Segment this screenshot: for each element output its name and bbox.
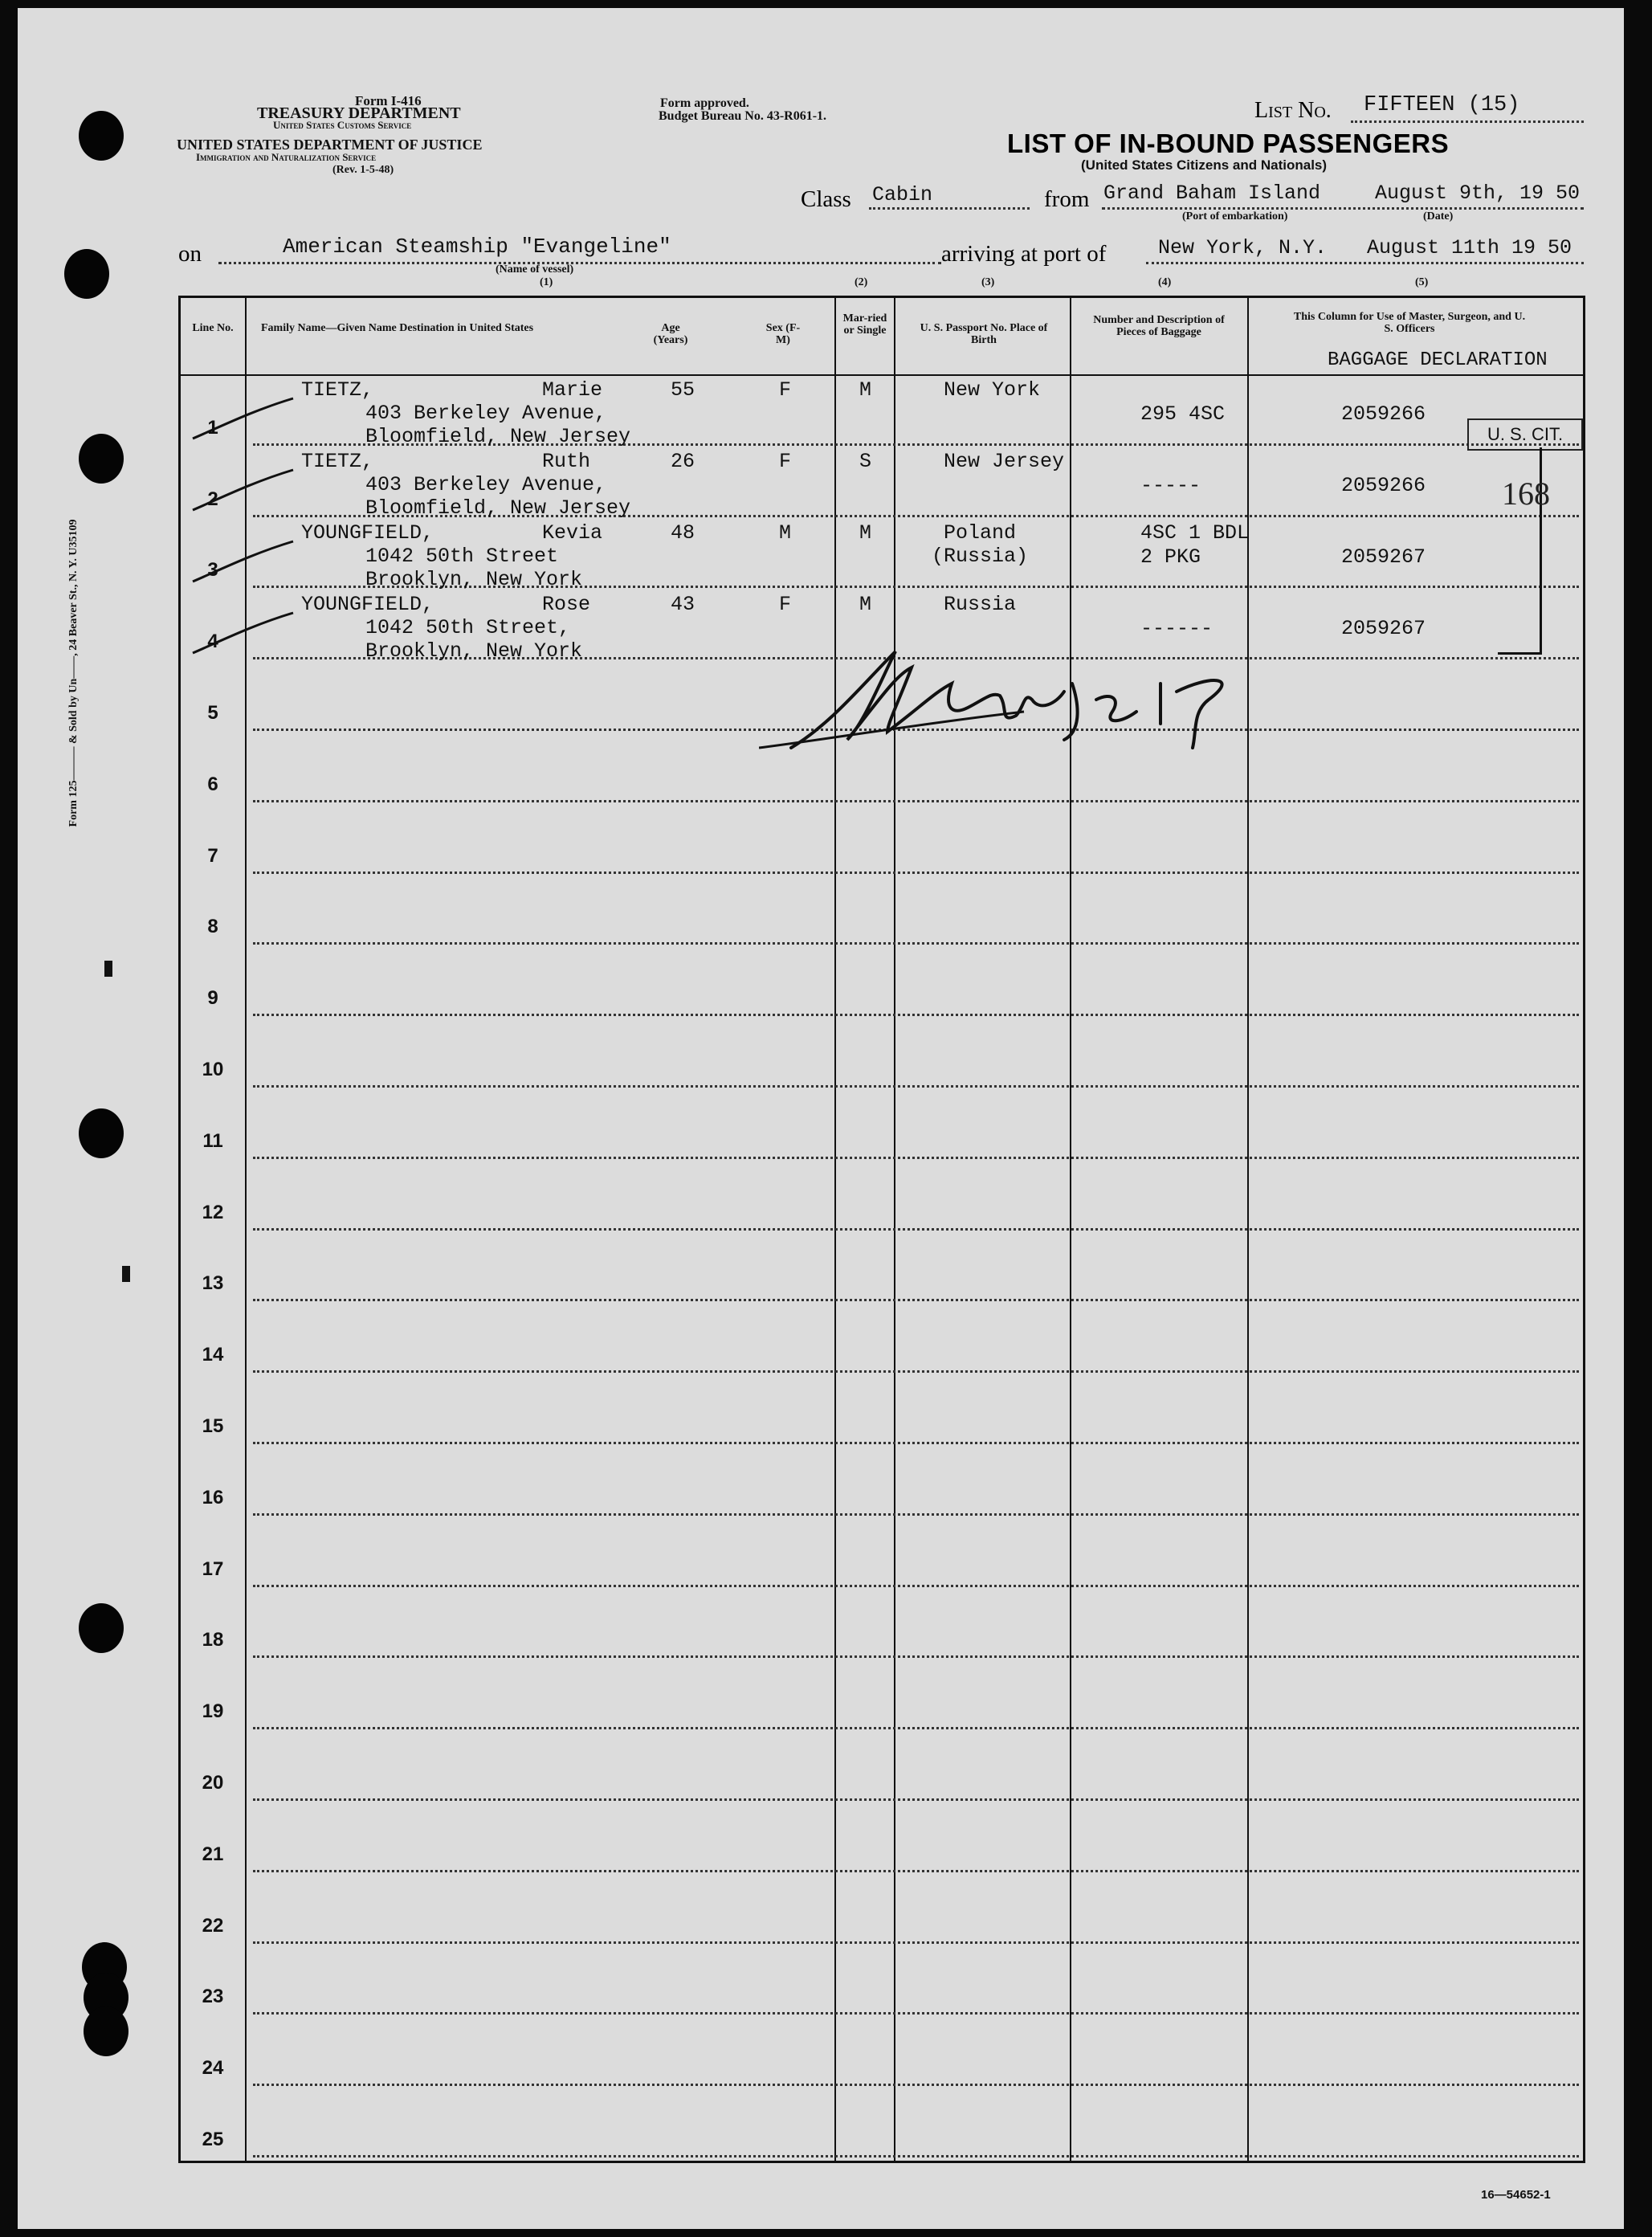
row-line-number: 10: [202, 1058, 224, 1080]
table-header: [181, 298, 1583, 376]
binder-hole: [79, 434, 124, 484]
arrival-date: August 11th 19 50: [1367, 236, 1572, 259]
row-line-number: 11: [202, 1129, 223, 1152]
header-marital: Mar-ried or Single: [842, 312, 887, 337]
row-line-number: 18: [202, 1629, 224, 1651]
embarkation-date: August 9th, 19 50: [1375, 182, 1581, 205]
table-row: [181, 2015, 1583, 2086]
col-number-5: (5): [1415, 276, 1429, 288]
table-row: [181, 1587, 1583, 1659]
passenger-family-name: YOUNGFIELD,: [301, 593, 434, 616]
row-line-number: 2: [207, 488, 218, 510]
arrival-line: [1146, 262, 1584, 264]
passenger-family-name: TIETZ,: [301, 378, 374, 402]
passenger-baggage: 295 4SC: [1140, 402, 1226, 426]
passenger-marital-status: M: [859, 521, 872, 545]
table-row: [181, 1658, 1583, 1729]
table-row: [181, 2086, 1583, 2157]
budget-label: Budget Bureau No. 43-R061-1.: [659, 109, 827, 123]
date-caption: (Date): [1423, 210, 1454, 222]
binder-hole: [79, 1603, 124, 1653]
row-line-number: 22: [202, 1914, 224, 1937]
list-no-value: FIFTEEN (15): [1364, 93, 1520, 117]
header-sex: Sex (F-M): [765, 322, 801, 346]
passenger-address-line2: Brooklyn, New York: [365, 639, 583, 663]
passenger-table: [178, 296, 1585, 2163]
passenger-family-name: TIETZ,: [301, 450, 374, 473]
col-number-2: (2): [855, 276, 868, 288]
row-line-number: 6: [207, 773, 218, 795]
passenger-declaration-no: 2059266: [1341, 402, 1426, 426]
header-baggage: Number and Description of Pieces of Baggage: [1093, 314, 1225, 338]
vessel-line: [218, 262, 941, 264]
row-line-number: 16: [202, 1486, 224, 1508]
passenger-declaration-no: 2059267: [1341, 545, 1426, 569]
class-value: Cabin: [872, 183, 933, 206]
row-line-number: 9: [207, 987, 218, 1010]
manifest-page: [18, 8, 1624, 2229]
passenger-sex: F: [779, 593, 792, 616]
binder-mark: [104, 961, 112, 977]
table-row: [181, 1872, 1583, 1944]
row-line-number: 17: [202, 1557, 224, 1580]
table-row: [181, 1801, 1583, 1872]
passenger-baggage-2: 2 PKG: [1140, 545, 1201, 569]
passenger-family-name: YOUNGFIELD,: [301, 521, 434, 545]
row-line-number: 13: [202, 1272, 224, 1295]
table-row: [181, 1516, 1583, 1587]
passenger-address-line1: 403 Berkeley Avenue,: [365, 473, 607, 496]
row-line-number: 23: [202, 1986, 224, 2008]
passenger-sex: F: [779, 378, 792, 402]
citizen-stamp: [1467, 418, 1583, 451]
table-row: [181, 1016, 1583, 1088]
passenger-address-line1: 1042 50th Street: [365, 545, 559, 568]
passenger-baggage: ------: [1140, 617, 1214, 640]
passenger-baggage: -----: [1140, 474, 1201, 497]
binder-hole: [84, 2006, 128, 2056]
citizen-stamp-label: U. S. CIT.: [1487, 424, 1564, 444]
passenger-baggage: 4SC 1 BDL: [1140, 521, 1250, 545]
list-no-label: List No.: [1254, 98, 1332, 123]
col-number-4: (4): [1158, 276, 1172, 288]
table-row: [181, 1444, 1583, 1516]
header-line-no: Line No.: [192, 322, 234, 334]
row-line-number: 4: [207, 631, 218, 653]
row-line-number: 19: [202, 1700, 224, 1723]
passenger-given-name: Marie: [542, 378, 603, 402]
row-line-number: 14: [202, 1344, 224, 1366]
stamp-number: 168: [1502, 476, 1550, 512]
col-number-1: (1): [540, 276, 553, 288]
table-row: [181, 1729, 1583, 1801]
passenger-address-line2: Brooklyn, New York: [365, 568, 583, 591]
table-row: [181, 1373, 1583, 1444]
on-label: on: [178, 241, 202, 267]
passenger-address-line2: Bloomfield, New Jersey: [365, 425, 631, 448]
justice-label: UNITED STATES DEPARTMENT OF JUSTICE: [177, 137, 483, 153]
footer-code: 16—54652-1: [1481, 2188, 1551, 2202]
passenger-birthplace: Poland: [944, 521, 1017, 545]
passenger-address-line2: Bloomfield, New Jersey: [365, 496, 631, 520]
header-passport: U. S. Passport No. Place of Birth: [920, 322, 1048, 346]
passenger-age: 26: [671, 450, 695, 473]
page-subtitle: (United States Citizens and Nationals): [1081, 157, 1328, 173]
passenger-declaration-no: 2059266: [1341, 474, 1426, 497]
col-number-3: (3): [981, 276, 995, 288]
table-row: [181, 802, 1583, 874]
passenger-given-name: Rose: [542, 593, 591, 616]
table-row: [181, 1088, 1583, 1159]
arriving-label: arriving at port of: [941, 241, 1107, 267]
approval-label: Form approved.: [660, 96, 749, 110]
row-line-number: 3: [207, 559, 218, 582]
passenger-age: 43: [671, 593, 695, 616]
passenger-marital-status: S: [859, 450, 872, 473]
from-line: [1102, 207, 1584, 210]
passenger-given-name: Kevia: [542, 521, 603, 545]
binder-hole: [79, 111, 124, 161]
row-dotted-line: [253, 2155, 1579, 2157]
treasury-label: TREASURY DEPARTMENT: [257, 104, 461, 122]
class-line: [869, 207, 1030, 210]
row-line-number: 25: [202, 2128, 224, 2150]
customs-label: United States Customs Service: [273, 119, 412, 131]
table-row: [181, 1301, 1583, 1373]
row-line-number: 12: [202, 1201, 224, 1223]
check-mark: [189, 394, 301, 443]
row-line-number: 8: [207, 916, 218, 938]
passenger-address-line1: 403 Berkeley Avenue,: [365, 402, 607, 425]
vessel-name: American Steamship "Evangeline": [283, 235, 671, 259]
passenger-birthplace-2: (Russia): [932, 545, 1029, 568]
header-officers: This Column for Use of Master, Surgeon, and U. S. Officers: [1293, 311, 1526, 335]
vessel-caption: (Name of vessel): [496, 263, 574, 276]
row-line-number: 1: [207, 416, 218, 439]
table-row: [181, 1231, 1583, 1302]
passenger-sex: M: [779, 521, 792, 545]
row-line-number: 24: [202, 2057, 224, 2080]
row-line-number: 20: [202, 1771, 224, 1794]
passenger-age: 55: [671, 378, 695, 402]
passenger-birthplace: New Jersey: [944, 450, 1065, 473]
passenger-birthplace: New York: [944, 378, 1041, 402]
from-label: from: [1044, 186, 1090, 212]
binder-hole: [64, 249, 109, 299]
table-row: [181, 874, 1583, 945]
port-caption: (Port of embarkation): [1182, 210, 1288, 222]
passenger-address-line1: 1042 50th Street,: [365, 616, 571, 639]
check-mark: [189, 537, 301, 586]
row-line-number: 21: [202, 1843, 224, 1865]
form-id: Form I-416: [355, 93, 422, 108]
passenger-birthplace: Russia: [944, 593, 1017, 616]
inspector-signature: [759, 635, 1257, 756]
row-line-number: 15: [202, 1414, 224, 1437]
passenger-marital-status: M: [859, 378, 872, 402]
passenger-age: 48: [671, 521, 695, 545]
table-row: [181, 945, 1583, 1016]
passenger-given-name: Ruth: [542, 450, 591, 473]
passenger-sex: F: [779, 450, 792, 473]
table-row: [181, 1159, 1583, 1231]
header-age: Age (Years): [653, 322, 688, 346]
header-name: Family Name—Given Name Destination in United States: [261, 322, 534, 334]
margin-imprint: Form 125——— & Sold by Un——, 24 Beaver St., N. Y. U35109: [67, 519, 80, 827]
row-line-number: 7: [207, 844, 218, 867]
immigration-label: Immigration and Naturalization Service: [196, 151, 377, 163]
check-mark: [189, 466, 301, 514]
check-mark: [189, 609, 301, 657]
revision-label: (Rev. 1-5-48): [332, 164, 394, 176]
passenger-marital-status: M: [859, 593, 872, 616]
port-of-embarkation: Grand Baham Island: [1103, 182, 1321, 205]
binder-mark: [122, 1266, 130, 1282]
page-title: LIST OF IN-BOUND PASSENGERS: [1007, 129, 1450, 158]
passenger-declaration-no: 2059267: [1341, 617, 1426, 640]
arrival-port: New York, N.Y.: [1158, 236, 1328, 259]
table-row: [181, 1944, 1583, 2015]
header-baggage-declaration: BAGGAGE DECLARATION: [1328, 349, 1548, 371]
class-label: Class: [801, 186, 851, 212]
row-line-number: 5: [207, 701, 218, 724]
list-no-line: [1351, 120, 1584, 123]
binder-hole: [79, 1108, 124, 1158]
